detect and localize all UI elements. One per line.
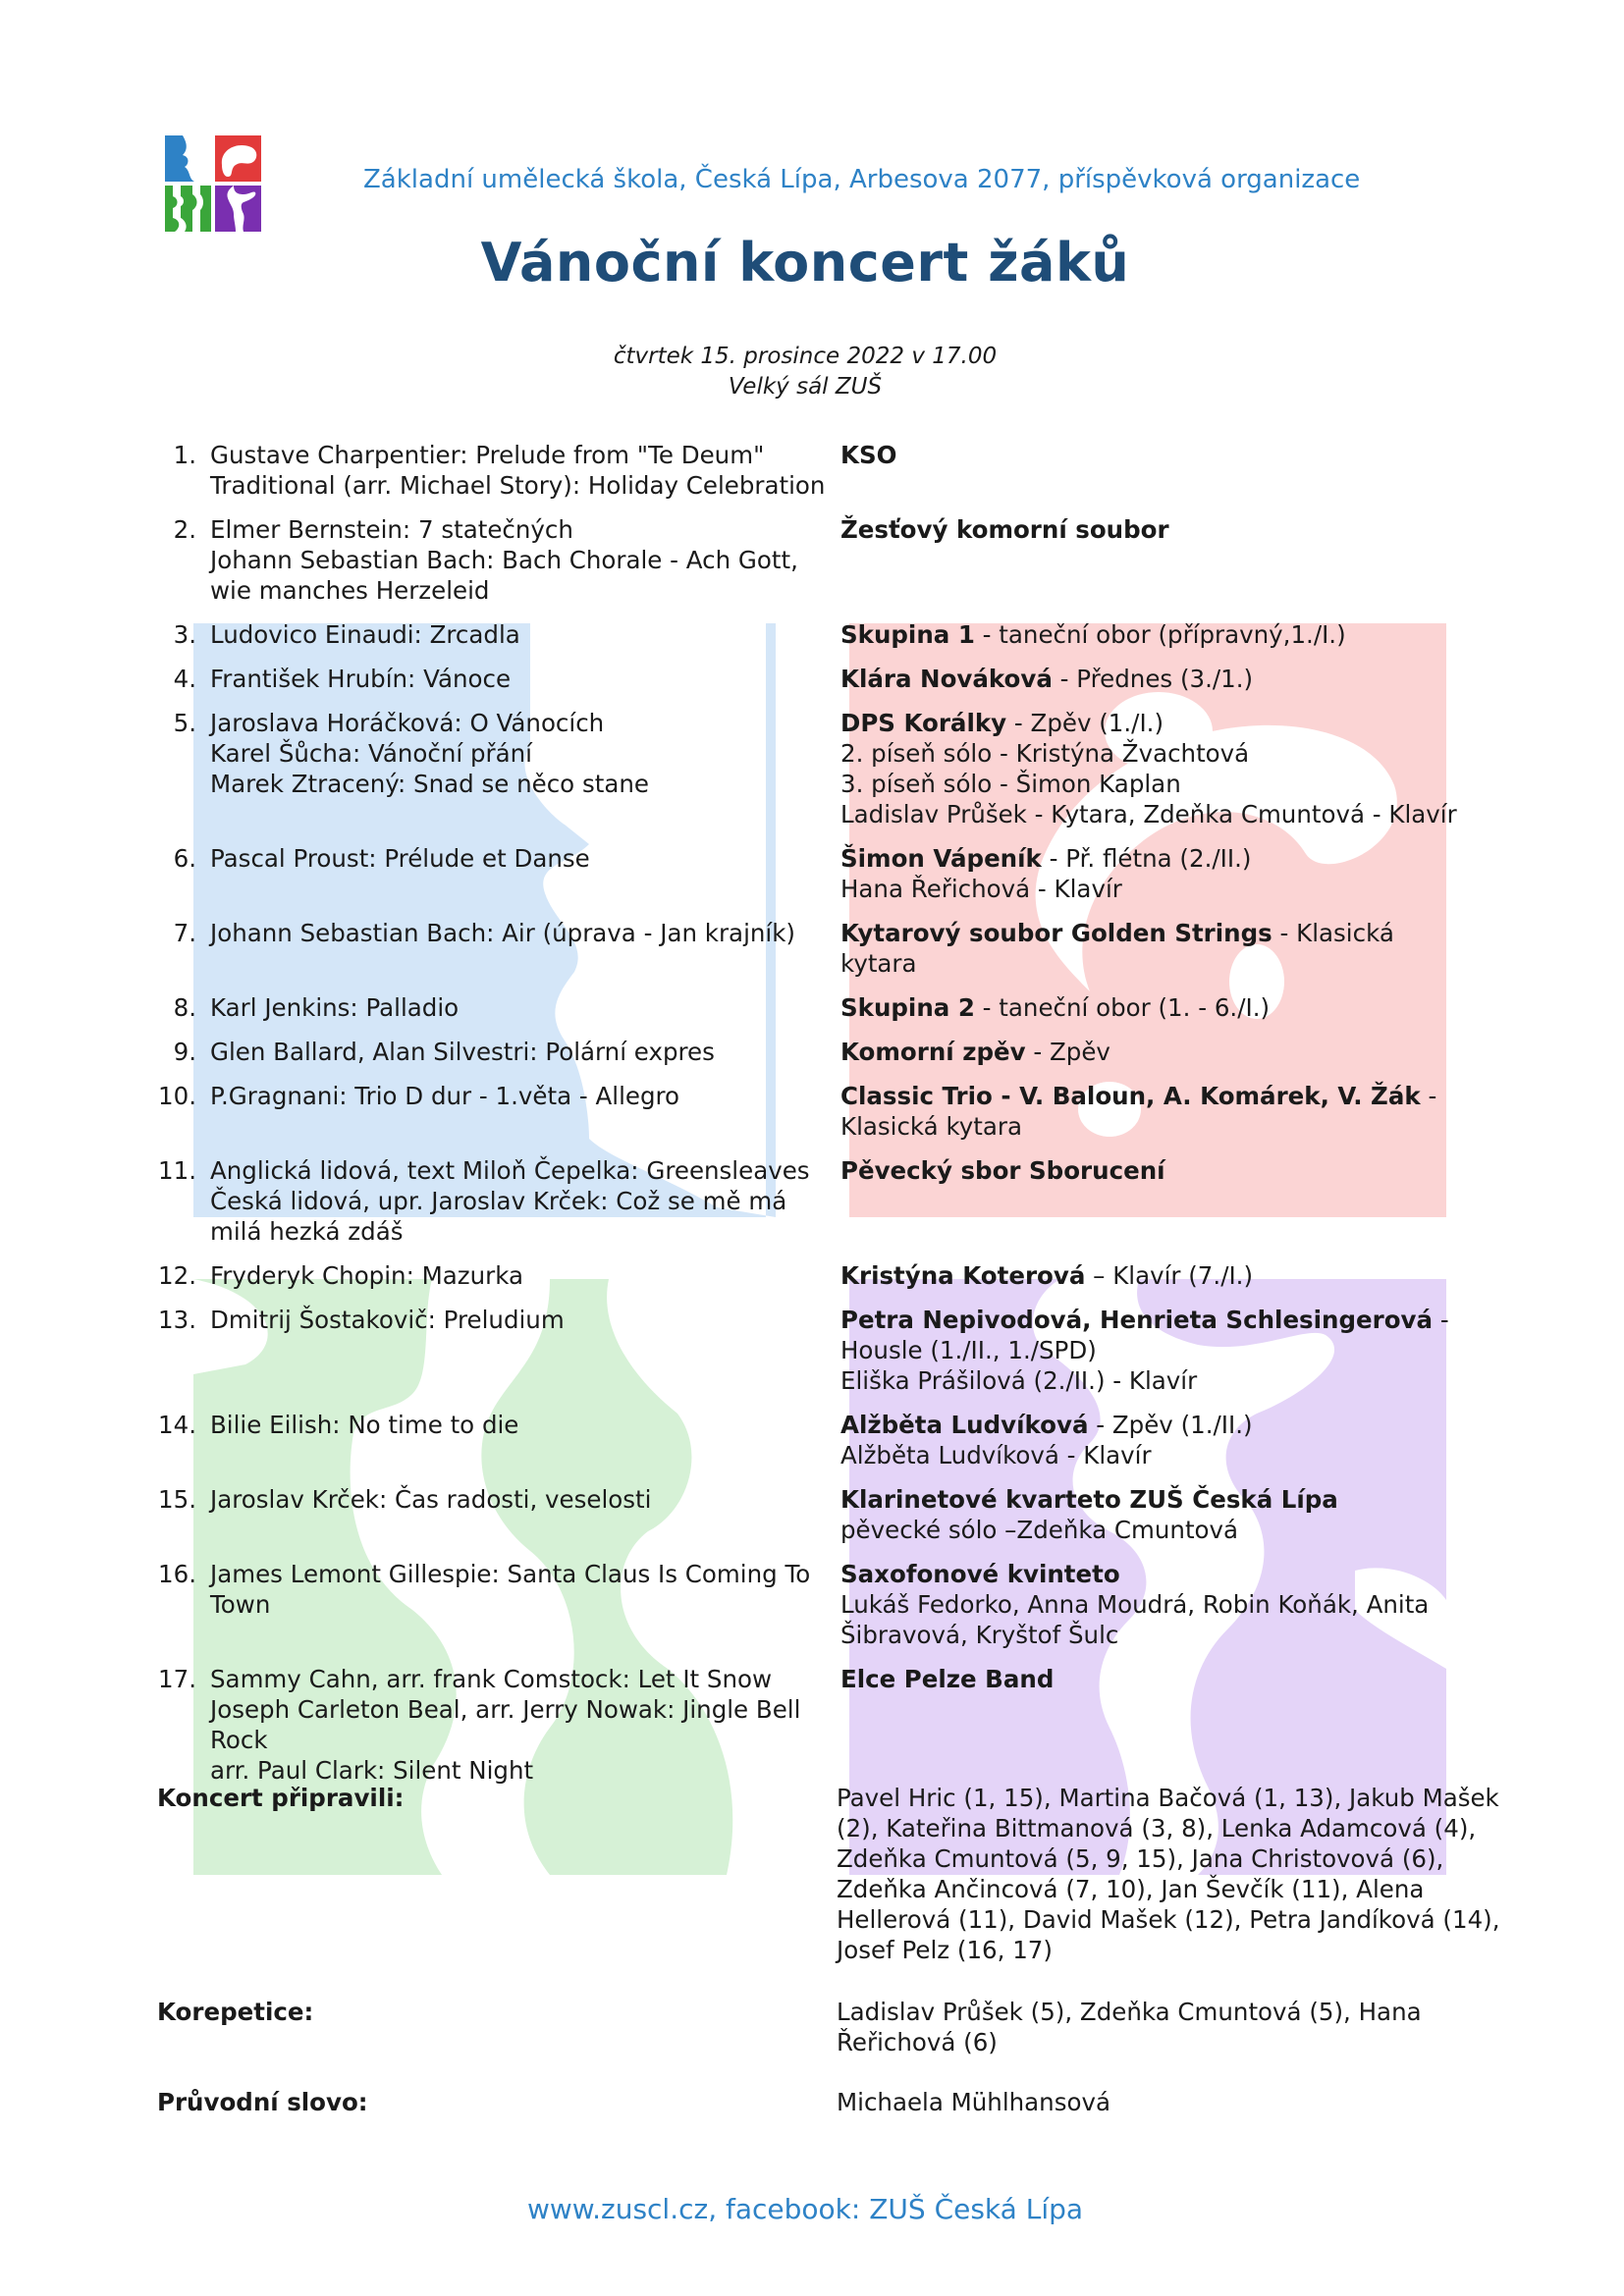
credits-host-label: Průvodní slovo: xyxy=(157,2088,368,2116)
program-list xyxy=(157,440,1492,1799)
event-date: čtvrtek 15. prosince 2022 v 17.00 xyxy=(613,344,998,369)
credits-prepared-value: Pavel Hric (1, 15), Martina Bačová (1, 13), Jakub Mašek (2), Kateřina Bittmanová (3, 8), Lenka Adamcová (4), Zdeňka Cmuntová (5, 9, 15), Jana Christovová (6), Zdeňka Ančincová (7, 10), Jan Ševčík (11), Alena Hellerová (11), David Mašek (12), Petra Jandíková (14), Josef Pelz (16, 17) xyxy=(837,1784,1500,1964)
credits-accompaniment xyxy=(157,1997,1512,2057)
program-item-performers xyxy=(840,1559,1469,1650)
program-item-pieces xyxy=(210,1155,840,1247)
program-item-number: 16. xyxy=(158,1560,196,1588)
program-item-number: 8. xyxy=(173,993,196,1022)
program-item xyxy=(157,514,1492,606)
footer-links[interactable]: www.zuscl.cz, facebook: ZUŠ Česká Lípa xyxy=(526,2193,1084,2225)
program-performer-extra: pěvecké sólo –Zdeňka Cmuntová xyxy=(840,1516,1239,1544)
program-item-pieces xyxy=(210,1664,840,1786)
program-performer-line xyxy=(840,1410,1469,1440)
program-performer-line xyxy=(840,1559,1469,1589)
program-item-pieces xyxy=(210,1484,840,1545)
program-performer-detail: - Přednes (3./1.) xyxy=(1052,665,1254,693)
program-item-number: 13. xyxy=(158,1306,196,1334)
program-item-number: 14. xyxy=(158,1411,196,1439)
program-item-performers xyxy=(840,1037,1469,1067)
program-performer-line xyxy=(840,708,1469,738)
program-performer-line xyxy=(840,619,1469,650)
program-performer-detail: - Zpěv (1./I.) xyxy=(1006,709,1164,737)
program-performer-extra: Alžběta Ludvíková - Klavír xyxy=(840,1441,1152,1469)
program-performer-detail: - Zpěv xyxy=(1025,1038,1110,1066)
program-item xyxy=(157,1664,1492,1786)
program-item-pieces xyxy=(210,843,840,904)
program-performer: Alžběta Ludvíková xyxy=(840,1411,1089,1439)
program-item-performers xyxy=(840,1155,1469,1247)
program-piece: Bilie Eilish: No time to die xyxy=(210,1411,519,1439)
program-performer-extra: 3. píseň sólo - Šimon Kaplan xyxy=(840,770,1181,798)
program-piece: Johann Sebastian Bach: Bach Chorale - Ach Gott, wie manches Herzeleid xyxy=(210,546,798,605)
program-performer: Pěvecký sbor Sborucení xyxy=(840,1156,1165,1185)
program-performer-detail: - Klasická kytara xyxy=(840,919,1394,978)
program-item xyxy=(157,619,1492,650)
program-piece: Fryderyk Chopin: Mazurka xyxy=(210,1261,523,1290)
program-performer: Klára Nováková xyxy=(840,665,1053,693)
program-item-pieces xyxy=(210,1081,840,1142)
program-item xyxy=(157,440,1492,501)
program-item xyxy=(157,664,1492,694)
program-performer-line xyxy=(840,664,1469,694)
program-item xyxy=(157,1260,1492,1291)
school-name: Základní umělecká škola, Česká Lípa, Arbesova 2077, příspěvková organizace xyxy=(363,165,1361,194)
program-performer: Skupina 1 xyxy=(840,620,975,649)
program-piece: P.Gragnani: Trio D dur - 1.věta - Allegro xyxy=(210,1082,680,1110)
program-piece: Anglická lidová, text Miloň Čepelka: Greensleaves xyxy=(210,1156,810,1185)
program-item-number: 5. xyxy=(173,709,196,737)
program-item-pieces xyxy=(210,1260,840,1291)
program-performer: Kytarový soubor Golden Strings xyxy=(840,919,1272,947)
program-item-pieces xyxy=(210,992,840,1023)
program-performer-line xyxy=(840,992,1469,1023)
program-item xyxy=(157,1484,1492,1545)
program-piece: Sammy Cahn, arr. frank Comstock: Let It Snow xyxy=(210,1665,773,1693)
program-performer: Saxofonové kvinteto xyxy=(840,1560,1120,1588)
logo-green-quadrant xyxy=(165,186,211,232)
program-item-performers xyxy=(840,664,1469,694)
program-piece: Česká lidová, upr. Jaroslav Krček: Což se mě má milá hezká zdáš xyxy=(210,1187,787,1246)
program-item-pieces xyxy=(210,1305,840,1396)
program-item-number: 10. xyxy=(158,1082,196,1110)
page-title: Vánoční koncert žáků xyxy=(480,232,1130,294)
program-item xyxy=(157,1559,1492,1650)
program-piece: Gustave Charpentier: Prelude from "Te Deum" xyxy=(210,441,765,469)
program-piece: Jaroslav Krček: Čas radosti, veselosti xyxy=(210,1485,652,1514)
program-performer: Klarinetové kvarteto ZUŠ Česká Lípa xyxy=(840,1485,1338,1514)
credits-accompaniment-label: Korepetice: xyxy=(157,1998,314,2026)
program-item-performers xyxy=(840,440,1469,501)
program-performer: Skupina 2 xyxy=(840,993,975,1022)
program-item xyxy=(157,992,1492,1023)
program-item-performers xyxy=(840,918,1469,979)
program-performer: Komorní zpěv xyxy=(840,1038,1026,1066)
program-performer-line xyxy=(840,1305,1469,1365)
program-piece: Elmer Bernstein: 7 statečných xyxy=(210,515,573,544)
program-performer: Kristýna Koterová xyxy=(840,1261,1086,1290)
program-item xyxy=(157,1305,1492,1396)
program-piece: František Hrubín: Vánoce xyxy=(210,665,512,693)
program-item-number: 7. xyxy=(173,919,196,947)
credits-host-value: Michaela Mühlhansová xyxy=(837,2088,1110,2116)
program-piece: Traditional (arr. Michael Story): Holiday Celebration xyxy=(210,471,826,500)
program-item-performers xyxy=(840,1664,1469,1786)
program-piece: Johann Sebastian Bach: Air (úprava - Jan krajník) xyxy=(210,919,795,947)
program-performer: KSO xyxy=(840,441,897,469)
credits-accompaniment-value: Ladislav Průšek (5), Zdeňka Cmuntová (5), Hana Řeřichová (6) xyxy=(837,1998,1422,2056)
program-piece: Ludovico Einaudi: Zrcadla xyxy=(210,620,520,649)
program-performer-line xyxy=(840,1081,1469,1142)
program-performer-extra: Lukáš Fedorko, Anna Moudrá, Robin Koňák, Anita Šibravová, Kryštof Šulc xyxy=(840,1590,1430,1649)
program-item xyxy=(157,1155,1492,1247)
program-performer-detail: - taneční obor (1. - 6./I.) xyxy=(974,993,1271,1022)
program-item xyxy=(157,1081,1492,1142)
program-performer: Petra Nepivodová, Henrieta Schlesingerová xyxy=(840,1306,1434,1334)
program-item-number: 1. xyxy=(173,441,196,469)
program-performer-line xyxy=(840,918,1469,979)
program-piece: Karel Šůcha: Vánoční přání xyxy=(210,739,532,768)
program-piece: Marek Ztracený: Snad se něco stane xyxy=(210,770,649,798)
program-piece: Pascal Proust: Prélude et Danse xyxy=(210,844,590,873)
program-performer: Šimon Vápeník xyxy=(840,844,1042,873)
program-item-number: 9. xyxy=(173,1038,196,1066)
credits-prepared-label: Koncert připravili: xyxy=(157,1784,405,1812)
program-item-number: 3. xyxy=(173,620,196,649)
school-logo xyxy=(165,135,261,232)
program-performer-line xyxy=(840,1037,1469,1067)
program-performer-line xyxy=(840,1155,1469,1186)
program-item-pieces xyxy=(210,1559,840,1650)
program-item-performers xyxy=(840,1081,1469,1142)
program-item-performers xyxy=(840,619,1469,650)
program-performer-line xyxy=(840,843,1469,874)
program-item-pieces xyxy=(210,708,840,829)
program-item-number: 11. xyxy=(158,1156,196,1185)
program-item-performers xyxy=(840,1260,1469,1291)
program-item-performers xyxy=(840,708,1469,829)
program-item-number: 6. xyxy=(173,844,196,873)
program-performer-line xyxy=(840,1260,1469,1291)
credits-prepared xyxy=(157,1783,1512,1965)
program-item xyxy=(157,843,1492,904)
program-item-performers xyxy=(840,1305,1469,1396)
program-performer-detail: – Klavír (7./I.) xyxy=(1085,1261,1254,1290)
program-item-pieces xyxy=(210,514,840,606)
program-piece: Karl Jenkins: Palladio xyxy=(210,993,460,1022)
program-performer-detail: - taneční obor (přípravný,1./I.) xyxy=(974,620,1346,649)
program-performer-extra: Ladislav Průšek - Kytara, Zdeňka Cmuntová - Klavír xyxy=(840,800,1457,828)
program-item-performers xyxy=(840,843,1469,904)
program-item xyxy=(157,708,1492,829)
program-item-number: 4. xyxy=(173,665,196,693)
program-performer-line xyxy=(840,1484,1469,1515)
program-item-number: 2. xyxy=(173,515,196,544)
program-performer-extra: 2. píseň sólo - Kristýna Žvachtová xyxy=(840,739,1250,768)
program-item xyxy=(157,1410,1492,1470)
program-performer-extra: Hana Řeřichová - Klavír xyxy=(840,875,1122,903)
program-piece: arr. Paul Clark: Silent Night xyxy=(210,1756,534,1785)
credits-host xyxy=(157,2087,1512,2117)
program-item-performers xyxy=(840,1484,1469,1545)
program-performer-line xyxy=(840,440,1469,470)
program-performer-extra: Eliška Prášilová (2./II.) - Klavír xyxy=(840,1366,1198,1395)
program-item-pieces xyxy=(210,664,840,694)
program-item-pieces xyxy=(210,1037,840,1067)
program-performer: Elce Pelze Band xyxy=(840,1665,1055,1693)
program-performer-detail: - Klasická kytara xyxy=(840,1082,1437,1141)
program-item xyxy=(157,918,1492,979)
program-performer: Žesťový komorní soubor xyxy=(840,515,1169,544)
program-piece: Dmitrij Šostakovič: Preludium xyxy=(210,1306,565,1334)
program-item-pieces xyxy=(210,1410,840,1470)
program-item-performers xyxy=(840,992,1469,1023)
program-piece: James Lemont Gillespie: Santa Claus Is Coming To Town xyxy=(210,1560,811,1619)
program-piece: Joseph Carleton Beal, arr. Jerry Nowak: Jingle Bell Rock xyxy=(210,1695,801,1754)
program-piece: Jaroslava Horáčková: O Vánocích xyxy=(210,709,605,737)
program-item xyxy=(157,1037,1492,1067)
program-item-number: 15. xyxy=(158,1485,196,1514)
event-datetime xyxy=(0,342,1610,402)
program-item-performers xyxy=(840,1410,1469,1470)
program-performer: DPS Korálky xyxy=(840,709,1007,737)
event-venue: Velký sál ZUŠ xyxy=(728,374,883,400)
program-item-pieces xyxy=(210,619,840,650)
program-piece: Glen Ballard, Alan Silvestri: Polární expres xyxy=(210,1038,715,1066)
program-performer-line xyxy=(840,1664,1469,1694)
program-performer: Classic Trio - V. Baloun, A. Komárek, V. Žák xyxy=(840,1082,1421,1110)
program-item-number: 12. xyxy=(158,1261,196,1290)
program-performer-line xyxy=(840,514,1469,545)
program-item-number: 17. xyxy=(158,1665,196,1693)
program-performer-detail: - Př. flétna (2./II.) xyxy=(1041,844,1252,873)
program-item-pieces xyxy=(210,918,840,979)
program-performer-detail: - Zpěv (1./II.) xyxy=(1088,1411,1253,1439)
program-item-performers xyxy=(840,514,1469,606)
program-performer-detail: - Housle (1./II., 1./SPD) xyxy=(840,1306,1449,1364)
program-item-pieces xyxy=(210,440,840,501)
